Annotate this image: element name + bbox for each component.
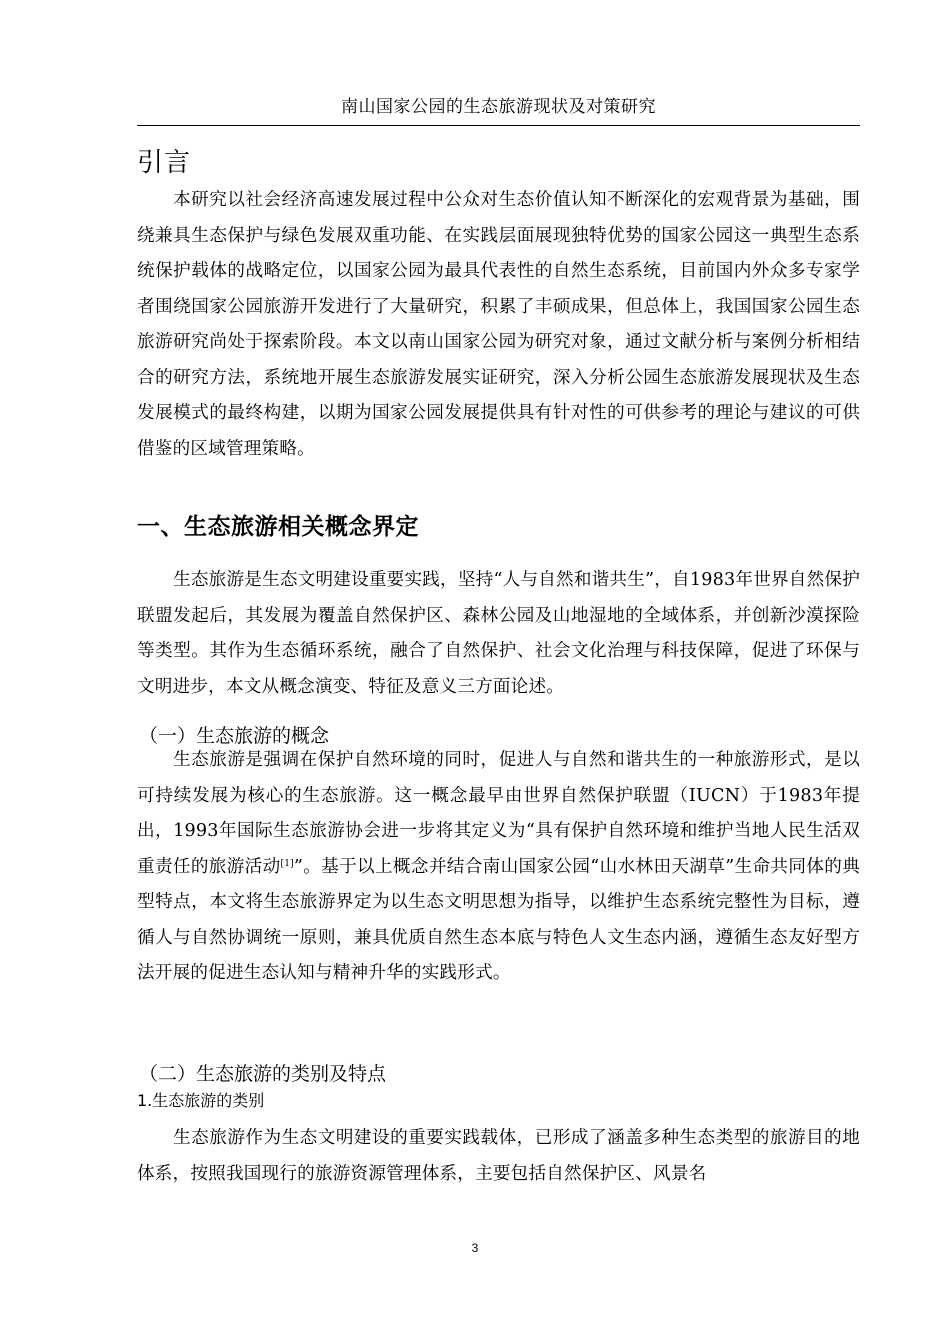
subsection-1-text-part-2: ”。基于以上概念并结合南山国家公园“山水林田天湖草”生命共同体的典型特点，本文将生态旅游界定为以生态文明思想为指导，以维护生态系统完整性为目标，遵循人与自然协调统一原则，兼具优质自然生态本底与特色人文生态内涵，遵循生态友好型方法开展的促进生态认知与精神升华的实践形式。 xyxy=(137,856,860,983)
page-number: 3 xyxy=(471,1241,479,1255)
subsection-1-paragraph xyxy=(137,743,860,992)
header-rule xyxy=(137,125,860,126)
subsection-2-heading: （二）生态旅游的类别及特点 xyxy=(139,1063,387,1085)
intro-heading: 引言 xyxy=(137,148,192,178)
section-1-paragraph: 生态旅游是生态文明建设重要实践，坚持“人与自然和谐共生”，自1983年世界自然保护联盟发起后，其发展为覆盖自然保护区、森林公园及山地湿地的全域体系，并创新沙漠探险等类型。其作为生态循环系统，融合了自然保护、社会文化治理与科技保障，促进了环保与文明进步，本文从概念演变、特征及意义三方面论述。 xyxy=(137,570,860,697)
subsection-2-1-heading: 1.生态旅游的类别 xyxy=(137,1091,265,1110)
subsection-1-heading: （一）生态旅游的概念 xyxy=(139,725,330,747)
citation-reference[interactable]: [1] xyxy=(280,858,294,869)
intro-paragraph: 本研究以社会经济高速发展过程中公众对生态价值认知不断深化的宏观背景为基础，围绕兼具生态保护与绿色发展双重功能、在实践层面展现独特优势的国家公园这一典型生态系统保护载体的战略定位，以国家公园为最具代表性的自然生态系统，目前国内外众多专家学者围绕国家公园旅游开发进行了大量研究，积累了丰硕成果，但总体上，我国国家公园生态旅游研究尚处于探索阶段。本文以南山国家公园为研究对象，通过文献分析与案例分析相结合的研究方法，系统地开展生态旅游发展实证研究，深入分析公园生态旅游发展现状及生态发展模式的最终构建，以期为国家公园发展提供具有针对性的可供参考的理论与建议的可供借鉴的区域管理策略。 xyxy=(137,190,860,459)
subsection-2-paragraph: 生态旅游作为生态文明建设的重要实践载体，已形成了涵盖多种生态类型的旅游目的地体系，按照我国现行的旅游资源管理体系，主要包括自然保护区、风景名 xyxy=(137,1128,860,1184)
section-1-heading: 一、生态旅游相关概念界定 xyxy=(137,514,419,540)
subsection-1-text-part-1: 生态旅游是强调在保护自然环境的同时，促进人与自然和谐共生的一种旅游形式，是以可持续发展为核心的生态旅游。这一概念最早由世界自然保护联盟（IUCN）于1983年提出，1993年国际生态旅游协会进一步将其定义为“具有保护自然环境和维护当地人民生活双重责任的旅游活动 xyxy=(137,750,860,877)
running-header: 南山国家公园的生态旅游现状及对策研究 xyxy=(341,97,656,117)
